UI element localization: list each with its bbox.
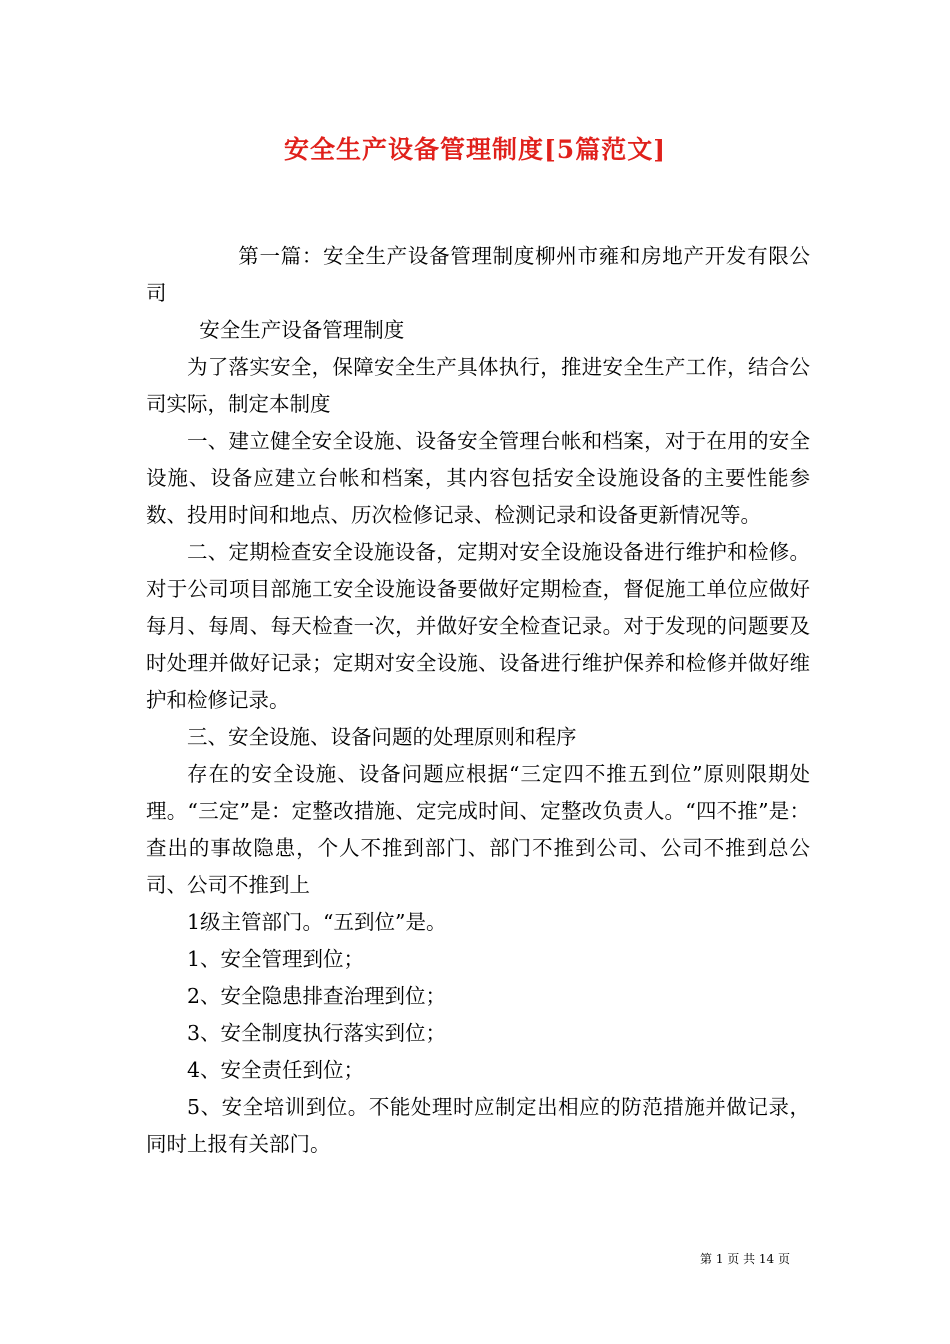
list-item-5: 5、安全培训到位。不能处理时应制定出相应的防范措施并做记录，同时上报有关部门。 (146, 1095, 810, 1156)
list-item-3: 3、安全制度执行落实到位； (187, 1021, 447, 1045)
paragraph-item-three: 三、安全设施、设备问题的处理原则和程序 (187, 725, 577, 749)
page-number: 第 1 页 共 14 页 (700, 1252, 790, 1266)
paragraph-part-one-heading: 第一篇：安全生产设备管理制度柳州市雍和房地产开发有限公司 (146, 244, 810, 305)
paragraph-principles: 存在的安全设施、设备问题应根据“三定四不推五到位”原则限期处理。“三定”是：定整改措施、定完成时间、定整改负责人。“四不推”是：查出的事故隐患，个人不推到部门、部门不推到公司、公司不推到总公司、公司不推到上 (146, 762, 810, 897)
paragraph-section-title: 安全生产设备管理制度 (199, 318, 405, 342)
paragraph-item-two: 二、定期检查安全设施设备，定期对安全设施设备进行维护和检修。对于公司项目部施工安全设施设备要做好定期检查，督促施工单位应做好每月、每周、每天检查一次，并做好安全检查记录。对于发现的问题要及时处理并做好记录；定期对安全设施、设备进行维护保养和检修并做好维护和检修记录。 (146, 540, 810, 712)
paragraph-purpose: 为了落实安全，保障安全生产具体执行，推进安全生产工作，结合公司实际，制定本制度 (146, 355, 810, 416)
document-body (146, 238, 810, 1163)
list-item-4: 4、安全责任到位； (187, 1058, 365, 1082)
paragraph-item-one: 一、建立健全安全设施、设备安全管理台帐和档案，对于在用的安全设施、设备应建立台帐和档案，其内容包括安全设施设备的主要性能参数、投用时间和地点、历次检修记录、检测记录和设备更新情况等。 (146, 429, 810, 527)
list-item-2: 2、安全隐患排查治理到位； (187, 984, 447, 1008)
list-item-1: 1、安全管理到位； (187, 947, 365, 971)
document-title: 安全生产设备管理制度[5篇范文] (283, 135, 667, 164)
paragraph-five-in-place: 1级主管部门。“五到位”是。 (187, 910, 447, 934)
